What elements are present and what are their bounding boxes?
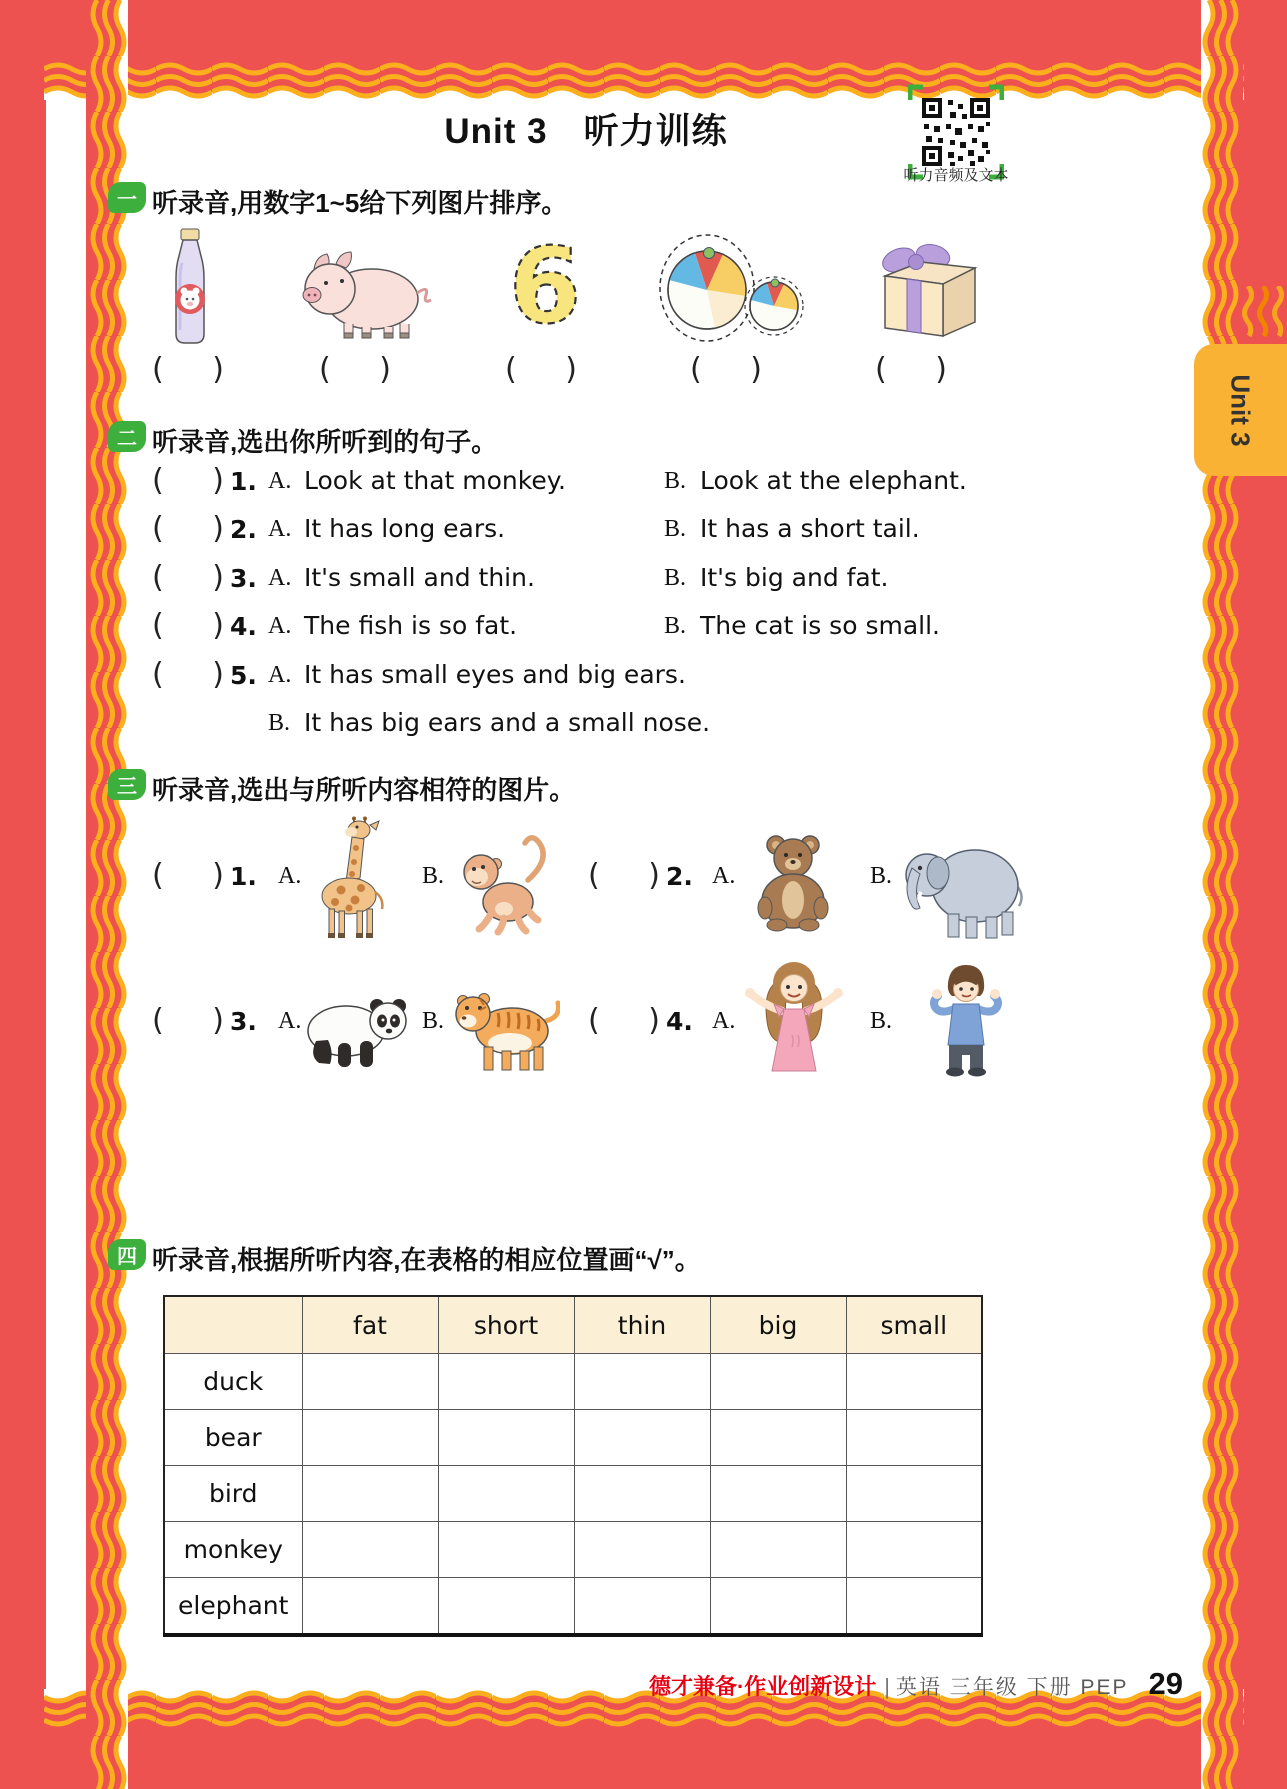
answer-blank[interactable] [588,1003,660,1038]
footer-divider: | [884,1674,890,1699]
option-b-text: Look at the elephant. [700,466,967,495]
answer-cell[interactable] [846,1578,982,1636]
svg-text:6: 6 [508,230,582,342]
table-header-row [164,1296,982,1354]
paren-open: ( [152,352,164,387]
paren-close: ) [212,1003,224,1038]
table-diagonal-cell [164,1296,302,1354]
picture-question-row [152,955,1212,1090]
answer-cell[interactable] [710,1410,846,1466]
answer-cell[interactable] [302,1466,438,1522]
question-row [152,608,1172,648]
table-row-label: bear [164,1410,302,1466]
wave-border-left [86,0,128,1789]
option-b-text: The cat is so small. [700,611,940,640]
answer-cell[interactable] [710,1522,846,1578]
question-row [152,511,1172,551]
option-b-text: It has big ears and a small nose. [304,708,711,737]
question-number: 5. [230,661,257,690]
paren-open: ( [152,560,164,595]
answer-blank[interactable] [690,352,762,387]
option-a-label: A. [712,863,736,889]
paren-close: ) [565,352,577,387]
option-a-label: A. [268,613,292,639]
qr-caption: 听力音频及文本 [903,167,1009,184]
question-number: 4. [230,612,257,641]
answer-cell[interactable] [846,1354,982,1410]
question-number: 1. [230,467,257,496]
answer-blank[interactable] [505,352,577,387]
page-border-left [0,0,46,1789]
option-a-text: It's small and thin. [304,563,535,592]
girl-image[interactable] [742,957,846,1079]
table-column-header: fat [302,1296,438,1354]
paren-open: ( [690,352,702,387]
paren-close: ) [212,560,224,595]
section-2-badge: 二 [108,421,146,452]
answer-cell[interactable] [710,1354,846,1410]
question-number: 4. [666,1007,693,1036]
tab-squiggle-decoration [1240,286,1286,340]
answer-cell[interactable] [302,1522,438,1578]
question-number: 2. [666,862,693,891]
question-row [152,657,1172,697]
option-a-label: A. [712,1008,736,1034]
answer-cell[interactable] [302,1578,438,1636]
option-b-label: B. [870,863,893,889]
table-column-header: small [846,1296,982,1354]
page-border-top [0,0,1287,60]
table-row-label: bird [164,1466,302,1522]
table-row [164,1466,982,1522]
option-b-label: B. [664,613,687,639]
table-row [164,1410,982,1466]
option-a-text: It has long ears. [304,514,506,543]
footer-meta: 英语 三年级 下册 PEP [895,1676,1129,1699]
paren-open: ( [875,352,887,387]
option-a-label: A. [268,565,292,591]
number-6-image [505,230,585,342]
answer-cell[interactable] [302,1354,438,1410]
section-1-title: 听录音,用数字1~5给下列图片排序。 [152,188,568,218]
answer-blank[interactable] [152,560,224,595]
table-column-header: thin [574,1296,710,1354]
footer-brand: 德才兼备·作业创新设计 [648,1674,877,1699]
paren-open: ( [152,657,164,692]
answer-blank[interactable] [152,657,224,692]
paren-close: ) [212,608,224,643]
answer-blank[interactable] [152,858,224,893]
option-a-label: A. [268,516,292,542]
answer-blank[interactable] [875,352,947,387]
question-row [152,463,1172,503]
section-1-badge: 一 [108,182,146,213]
answer-cell[interactable] [710,1466,846,1522]
answer-cell[interactable] [438,1410,574,1466]
page-border-bottom [0,1729,1287,1789]
boy-image[interactable] [920,961,1012,1079]
paren-close: ) [935,352,947,387]
answer-cell[interactable] [574,1466,710,1522]
option-a-label: A. [268,468,292,494]
question-row [152,560,1172,600]
answer-cell[interactable] [846,1466,982,1522]
option-b-label: B. [422,863,445,889]
paren-open: ( [505,352,517,387]
unit-side-tab-label: Unit 3 [1225,373,1256,447]
question-number: 2. [230,515,257,544]
giraffe-image[interactable] [307,816,397,940]
page-number: 29 [1148,1666,1183,1701]
paren-close: ) [648,858,660,893]
answer-cell[interactable] [438,1522,574,1578]
option-b-text: It has a short tail. [700,514,920,543]
question-number: 3. [230,564,257,593]
answer-table [163,1295,983,1637]
picture-question-row [152,810,1212,945]
answer-cell[interactable] [574,1522,710,1578]
answer-cell[interactable] [438,1354,574,1410]
option-b-label: B. [664,516,687,542]
paren-open: ( [152,608,164,643]
table-row-label: monkey [164,1522,302,1578]
answer-cell[interactable] [438,1578,574,1636]
panda-image[interactable] [300,985,410,1073]
table-column-header: short [438,1296,574,1354]
paren-close: ) [212,511,224,546]
answer-cell[interactable] [574,1354,710,1410]
table-row [164,1354,982,1410]
paren-close: ) [750,352,762,387]
page-footer [649,1666,1183,1702]
bear-image[interactable] [750,830,838,932]
question-number: 3. [230,1007,257,1036]
paren-open: ( [588,858,600,893]
answer-blank[interactable] [152,352,224,387]
answer-blank[interactable] [152,608,224,643]
option-a-text: Look at that monkey. [304,466,566,495]
answer-blank[interactable] [152,1003,224,1038]
option-a-label: A. [278,1008,302,1034]
option-a-label: A. [278,863,302,889]
table-row-label: duck [164,1354,302,1410]
paren-close: ) [212,858,224,893]
paren-close: ) [379,352,391,387]
pig-image [292,243,432,343]
answer-blank[interactable] [319,352,391,387]
option-b-label: B. [870,1008,893,1034]
table-row-label: elephant [164,1578,302,1636]
tiger-image[interactable] [450,977,560,1073]
option-a-label: A. [268,662,292,688]
page-border-right [1241,0,1287,1789]
paren-open: ( [152,463,164,498]
answer-blank[interactable] [152,511,224,546]
question-number: 1. [230,862,257,891]
option-b-label: B. [664,468,687,494]
option-b-label: B. [422,1008,445,1034]
answer-blank[interactable] [588,858,660,893]
table-row [164,1578,982,1636]
table-column-header: big [710,1296,846,1354]
paren-open: ( [152,511,164,546]
table-row [164,1522,982,1578]
paren-close: ) [212,352,224,387]
option-a-text: It has small eyes and big ears. [304,660,686,689]
wave-border-top [44,58,1244,100]
elephant-image[interactable] [900,828,1030,940]
gift-box-image [855,232,985,344]
answer-cell[interactable] [302,1410,438,1466]
section-4-title: 听录音,根据所听内容,在表格的相应位置画“√”。 [152,1245,701,1275]
page-title: Unit 3 听力训练 [444,112,728,151]
section-3-title: 听录音,选出与所听内容相符的图片。 [152,775,576,805]
milk-bottle-image [160,227,220,345]
paren-close: ) [212,463,224,498]
answer-cell[interactable] [438,1466,574,1522]
section-3-badge: 三 [108,769,146,800]
paren-open: ( [588,1003,600,1038]
option-b-text: It's big and fat. [700,563,889,592]
monkey-image[interactable] [452,832,552,938]
option-a-text: The fish is so fat. [304,611,518,640]
answer-cell[interactable] [846,1522,982,1578]
option-b-label: B. [664,565,687,591]
option-b-label: B. [268,710,291,736]
answer-cell[interactable] [710,1578,846,1636]
section-4-badge: 四 [108,1239,146,1270]
question-row-continued [152,705,1172,745]
paren-close: ) [648,1003,660,1038]
answer-cell[interactable] [846,1410,982,1466]
paren-open: ( [152,858,164,893]
unit-side-tab [1194,344,1287,476]
beach-balls-image [655,232,805,344]
answer-blank[interactable] [152,463,224,498]
paren-open: ( [319,352,331,387]
paren-close: ) [212,657,224,692]
section-2-title: 听录音,选出你所听到的句子。 [152,427,498,457]
answer-cell[interactable] [574,1410,710,1466]
paren-open: ( [152,1003,164,1038]
answer-cell[interactable] [574,1578,710,1636]
